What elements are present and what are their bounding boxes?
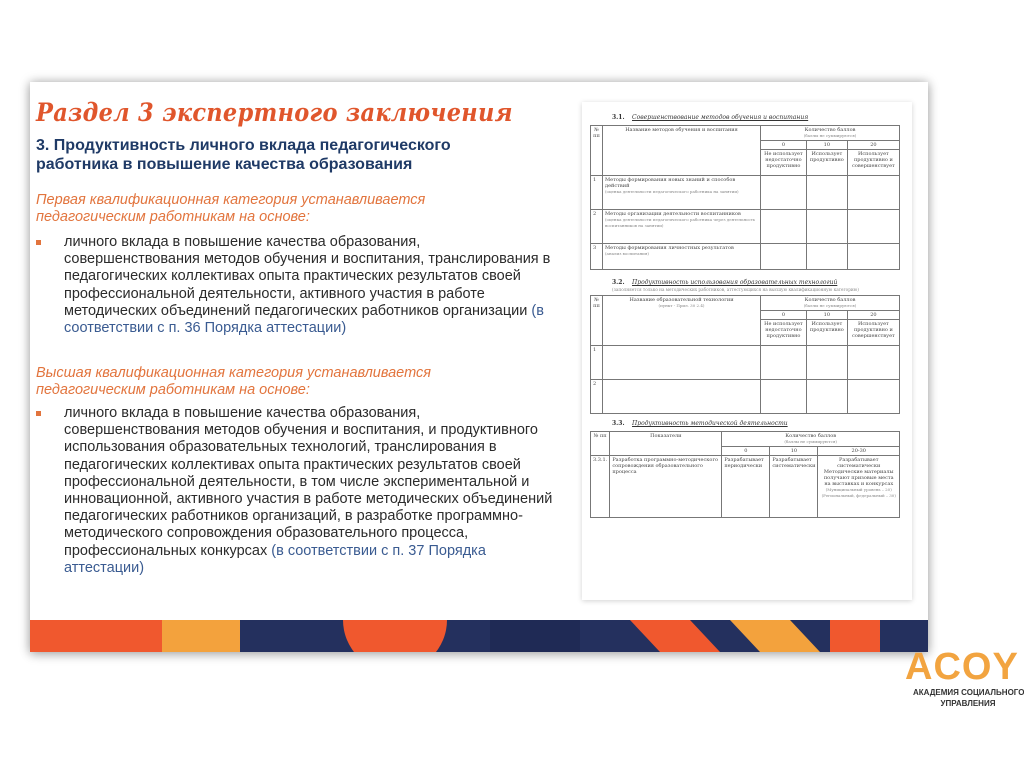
header-c10: Использует продуктивно <box>806 320 847 346</box>
decorative-banner <box>30 620 928 652</box>
academy-logo <box>903 646 1024 716</box>
bullet-square-icon <box>36 411 41 416</box>
section-3-3-heading: 3.3. Продуктивность методической деятельности <box>612 420 788 427</box>
table-row: 2 <box>591 380 900 414</box>
header-p20: 20-30 <box>818 447 900 456</box>
header-p10: 10 <box>806 141 847 150</box>
highest-category-bullet <box>36 405 556 577</box>
first-category-bullet <box>36 234 556 337</box>
slide <box>30 82 928 652</box>
first-category-title: Первая квалификационная категория устанавливается педагогическим работникам на основе: <box>36 192 426 225</box>
header-name: Название методов обучения и воспитания <box>603 126 761 176</box>
first-category-reference: (в соответствии с п. 36 Порядка аттестации) <box>64 302 544 337</box>
header-points: Количество баллов (баллы не суммируются) <box>722 432 900 447</box>
header-c20: Использует продуктивно и совершенствует <box>847 320 899 346</box>
banner-shapes <box>30 620 928 652</box>
section-3-2-subtitle: (заполняется только на методических работников, аттестующихся на высшую квалификационную категорию) <box>612 287 859 292</box>
header-points: Количество баллов (баллы не суммируются) <box>761 296 900 311</box>
header-c0: Не использует недостаточно продуктивно <box>761 320 807 346</box>
section-3-2-heading: 3.2. Продуктивность использования образовательных технологий <box>612 279 838 286</box>
header-p0: 0 <box>761 141 807 150</box>
logo-caption <box>913 687 1023 709</box>
header-p10: 10 <box>806 311 847 320</box>
table-3-2 <box>590 295 900 414</box>
bullet-text <box>36 234 556 337</box>
bullet-text <box>36 405 556 577</box>
table-row: 1 Методы формирования новых знаний и способов действий (оценка деятельности педагогического работника на занятии) <box>591 176 900 210</box>
first-category-text: личного вклада в повышение качества образования, совершенствования методов обучения и воспитания, транслирования в педагогических коллективах опыта практических результатов своей профессиональной деятельности, активного участия в работе методических объединений педагогических работников организации <box>64 234 551 319</box>
section-3-1-heading: 3.1. Совершенствование методов обучения и воспитания <box>612 114 809 121</box>
slide-heading: 3. Продуктивность личного вклада педагогического работника в повышение качества образования <box>36 137 451 173</box>
header-c10: Использует продуктивно <box>806 150 847 176</box>
logo-line-1: АКАДЕМИЯ СОЦИАЛЬНОГО <box>913 688 1024 697</box>
document-excerpt <box>582 102 912 600</box>
highest-category-text: личного вклада в повышение качества образования, совершенствования методов обучения и воспитания, и продуктивного использования образовательных технологий, транслирования в педагогических коллективах опыта практических результатов своей профессиональной деятельности, в том числе экспериментальной и инновационной, активного участия в работе методических объединений педагогических работников организаций, в разработке программно-методического сопровождения образовательного процесса, профессиональных конкурсах <box>64 405 553 559</box>
table-row: 3.3.1. Разработка программно-методического сопровождения образовательного процесса Разрабатывает периодически Разрабатывает систематически Разрабатывает систематически Методические материалы получают призовые места на выставках и конкурсах (Муниципальный уровень – 20) (Региональный, федеральный – 30) <box>591 456 900 518</box>
bullet-square-icon <box>36 240 41 245</box>
highest-category-reference: (в соответствии с п. 37 Порядка аттестации) <box>64 542 486 576</box>
header-p20: 20 <box>847 141 899 150</box>
header-num: № пп <box>591 432 610 456</box>
section-title: Раздел 3 экспертного заключения <box>36 98 513 127</box>
table-3-3 <box>590 431 900 518</box>
table-3-1 <box>590 125 900 270</box>
header-p10: 10 <box>770 447 818 456</box>
table-row: 2 Методы организации деятельности воспитанников (оценка деятельности педагогического работника через деятельность воспитанников на занятии) <box>591 210 900 244</box>
logo-line-2: УПРАВЛЕНИЯ <box>940 699 996 708</box>
header-p0: 0 <box>722 447 770 456</box>
header-points: Количество баллов (баллы не суммируются) <box>761 126 900 141</box>
highest-category-title: Высшая квалификационная категория устанавливается педагогическим работникам на основе: <box>36 365 431 398</box>
header-name: Название образовательной технологии (пункт - Прил. 30 2.4) <box>603 296 761 346</box>
header-num: № пп <box>591 296 603 346</box>
table-row: 1 <box>591 346 900 380</box>
logo-brand: ACOY <box>905 646 1019 688</box>
header-num: № пп <box>591 126 603 176</box>
header-c20: Использует продуктивно и совершенствует <box>847 150 899 176</box>
header-p20: 20 <box>847 311 899 320</box>
header-p0: 0 <box>761 311 807 320</box>
header-c0: Не использует недостаточно продуктивно <box>761 150 807 176</box>
header-name: Показатели <box>610 432 722 456</box>
table-row: 3 Методы формирования личностных результатов (анализ воспитания) <box>591 244 900 270</box>
